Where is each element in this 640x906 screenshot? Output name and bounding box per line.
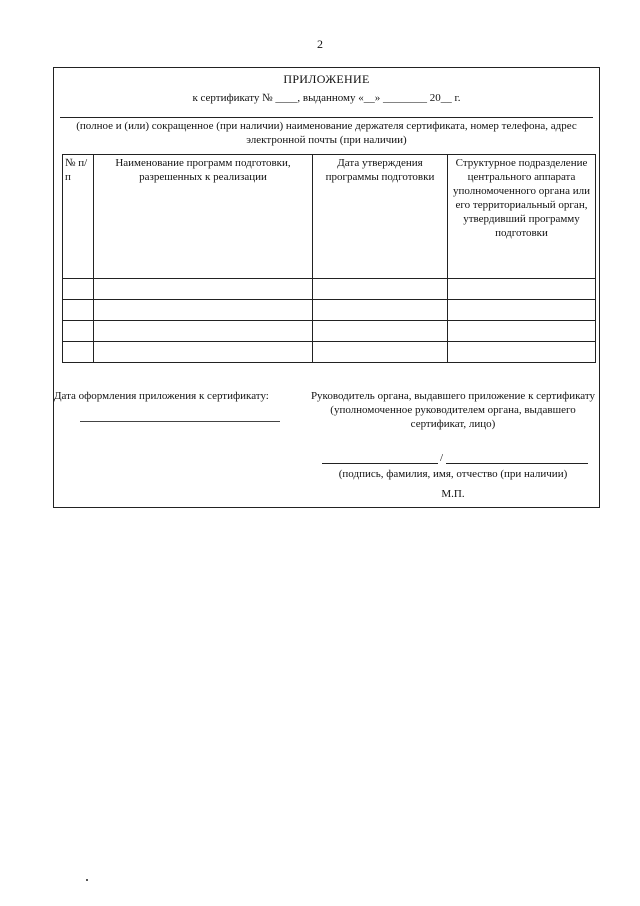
table-cell (63, 342, 94, 363)
table-cell (94, 321, 313, 342)
table-cell (313, 321, 448, 342)
table-cell (448, 279, 596, 300)
page-number: 2 (317, 37, 323, 51)
table-row (63, 300, 596, 321)
appendix-subtitle: к сертификату № ____, выданному «__» ________ 20__ г. (192, 92, 461, 104)
head-title: Руководитель органа, выдавшего приложение к сертификату (310, 390, 596, 402)
signature-line (322, 463, 438, 464)
table-cell (313, 279, 448, 300)
header-approval-date: Дата утверждения программы подготовки (313, 155, 448, 279)
table-cell (63, 321, 94, 342)
appendix-frame (53, 67, 600, 508)
table-row (63, 279, 596, 300)
head-note: (уполномоченное руководителем органа, выдавшего сертификат, лицо) (330, 404, 576, 430)
header-number: № п/п (63, 155, 94, 279)
programs-table (62, 154, 596, 363)
table-cell (313, 342, 448, 363)
signature-slash: / (440, 452, 444, 464)
scan-dot (86, 879, 88, 881)
appendix-title: ПРИЛОЖЕНИЕ (283, 72, 370, 86)
issue-date-label: Дата оформления приложения к сертификату: (54, 390, 269, 402)
header-program-name: Наименование программ подготовки, разрешенных к реализации (94, 155, 313, 279)
issue-date-line (80, 421, 280, 422)
signature-caption: (подпись, фамилия, имя, отчество (при наличии) (338, 468, 568, 480)
head-signatory-block (306, 389, 600, 431)
table-cell (448, 321, 596, 342)
table-cell (448, 300, 596, 321)
table-cell (313, 300, 448, 321)
table-row (63, 342, 596, 363)
header-approving-unit: Структурное подразделение центрального аппарата уполномоченного органа или его территориальный орган, утвердивший программу подготовки (448, 155, 596, 279)
table-row (63, 321, 596, 342)
table-cell (63, 300, 94, 321)
signature-row (322, 450, 588, 464)
table-cell (448, 342, 596, 363)
table-cell (94, 342, 313, 363)
table-cell (63, 279, 94, 300)
stamp-label: М.П. (441, 488, 465, 500)
holder-name-line (60, 117, 593, 118)
full-name-line (446, 463, 588, 464)
table-cell (94, 300, 313, 321)
table-cell (94, 279, 313, 300)
holder-caption: (полное и (или) сокращенное (при наличии) наименование держателя сертификата, номер телефона, адрес электронной почты (при наличии) (76, 120, 577, 146)
table-header-row (63, 155, 596, 279)
